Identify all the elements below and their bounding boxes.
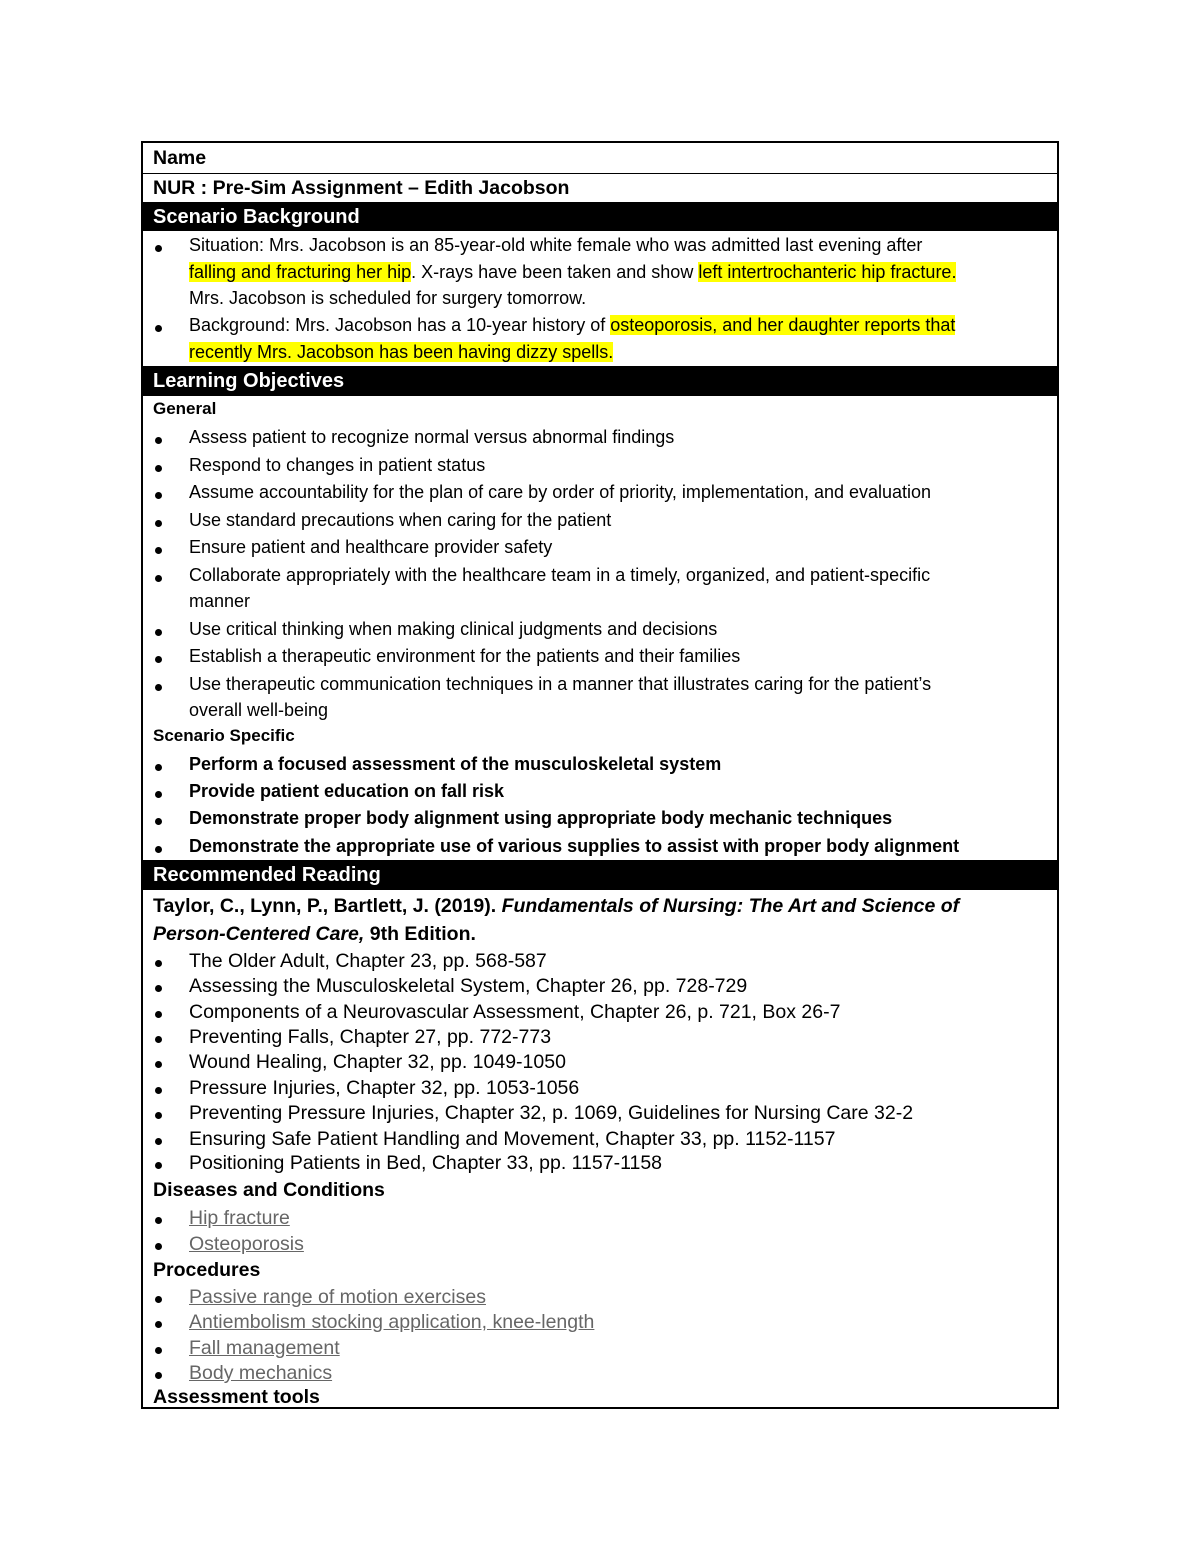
chapter-reference: Assessing the Musculoskeletal System, Chapter 26, pp. 728-729 [189, 975, 748, 997]
situation-line-2-text: . X-rays have been taken and show [411, 262, 699, 282]
recommended-reading-heading: Recommended Reading [153, 864, 381, 886]
title-row [143, 173, 1057, 202]
background-line-2 [189, 342, 613, 363]
bullet-icon [155, 1112, 162, 1119]
scenario-background-header [143, 202, 1057, 231]
name-label: Name [153, 147, 207, 169]
bullet-icon [155, 1372, 162, 1379]
scenario-objective-text: Demonstrate the appropriate use of various supplies to assist with proper body alignment [189, 836, 960, 856]
citation-line-2 [153, 923, 476, 946]
bullet-icon [155, 437, 162, 444]
bullet-icon [155, 492, 162, 499]
bullet-icon [155, 547, 162, 554]
bullet-icon [155, 325, 162, 332]
name-row [143, 143, 1057, 174]
citation-authors: Taylor, C., Lynn, P., Bartlett, J. (2019). [153, 895, 502, 917]
chapter-reference: Pressure Injuries, Chapter 32, pp. 1053-1056 [189, 1077, 580, 1099]
bullet-icon [155, 818, 162, 825]
bullet-icon [155, 1036, 162, 1043]
bullet-icon [155, 985, 162, 992]
scenario-background-heading: Scenario Background [153, 206, 360, 228]
assignment-table [141, 141, 1059, 1409]
chapter-reference: Wound Healing, Chapter 32, pp. 1049-1050 [189, 1051, 566, 1073]
citation-line-1 [153, 895, 959, 918]
assessment-tools-label: Assessment tools [153, 1386, 320, 1408]
background-line-1-text: Background: Mrs. Jacobson has a 10-year history of [189, 315, 611, 335]
bullet-icon [155, 1087, 162, 1094]
scenario-objective-text: Demonstrate proper body alignment using appropriate body mechanic techniques [189, 808, 893, 828]
assignment-title: NUR : Pre-Sim Assignment – Edith Jacobson [153, 177, 570, 199]
general-objective-text-continued: manner [189, 591, 251, 611]
hip-fracture-link[interactable]: Hip fracture [189, 1207, 290, 1229]
general-objective-text: Ensure patient and healthcare provider safety [189, 537, 553, 557]
bullet-icon [155, 575, 162, 582]
general-objective-text: Collaborate appropriately with the healthcare team in a timely, organized, and patient-specific [189, 565, 931, 585]
citation-title: Fundamentals of Nursing: The Art and Science of [501, 895, 960, 917]
body-mechanics-link[interactable]: Body mechanics [189, 1362, 333, 1384]
diseases-label: Diseases and Conditions [153, 1179, 385, 1201]
bullet-icon [155, 1011, 162, 1018]
situation-line-1: Situation: Mrs. Jacobson is an 85-year-old white female who was admitted last evening after [189, 235, 923, 255]
general-objective-text: Use therapeutic communication techniques in a manner that illustrates caring for the patient’s [189, 674, 932, 694]
chapter-reference: Components of a Neurovascular Assessment, Chapter 26, p. 721, Box 26-7 [189, 1001, 841, 1023]
general-objective-text: Use critical thinking when making clinical judgments and decisions [189, 619, 718, 639]
chapter-reference: Positioning Patients in Bed, Chapter 33, pp. 1157-1158 [189, 1152, 663, 1174]
citation-edition: 9th Edition. [364, 923, 476, 945]
bullet-icon [155, 520, 162, 527]
bullet-icon [155, 1321, 162, 1328]
bullet-icon [155, 791, 162, 798]
situation-line-2 [189, 262, 956, 283]
chapter-reference: The Older Adult, Chapter 23, pp. 568-587 [189, 950, 547, 972]
fall-management-link[interactable]: Fall management [189, 1337, 340, 1359]
citation-title-continued: Person-Centered Care, [153, 923, 365, 945]
bullet-icon [155, 1217, 162, 1224]
bullet-icon [155, 684, 162, 691]
scenario-objective-text: Perform a focused assessment of the musculoskeletal system [189, 754, 722, 774]
bullet-icon [155, 629, 162, 636]
general-objective-text: Assess patient to recognize normal versus abnormal findings [189, 427, 675, 447]
general-objective-text: Establish a therapeutic environment for the patients and their families [189, 646, 741, 666]
bullet-icon [155, 1296, 162, 1303]
background-line-1 [189, 315, 955, 336]
bullet-icon [155, 1061, 162, 1068]
scenario-objective-text: Provide patient education on fall risk [189, 781, 505, 801]
bullet-icon [155, 1138, 162, 1145]
antiembolism-stocking-link[interactable]: Antiembolism stocking application, knee-length [189, 1311, 595, 1333]
bullet-icon [155, 960, 162, 967]
bullet-icon [155, 465, 162, 472]
highlight-hip-fracture: falling and fracturing her hip [189, 262, 412, 282]
highlight-intertrochanteric: left intertrochanteric hip fracture. [698, 262, 957, 282]
chapter-reference: Preventing Falls, Chapter 27, pp. 772-773 [189, 1026, 552, 1048]
general-objective-text: Respond to changes in patient status [189, 455, 486, 475]
procedures-label: Procedures [153, 1259, 261, 1281]
osteoporosis-link[interactable]: Osteoporosis [189, 1233, 304, 1255]
general-objective-text: Assume accountability for the plan of care by order of priority, implementation, and evaluation [189, 482, 932, 502]
bullet-icon [155, 245, 162, 252]
bullet-icon [155, 1243, 162, 1250]
general-label: General [153, 399, 217, 418]
scenario-specific-label: Scenario Specific [153, 726, 295, 745]
chapter-reference: Ensuring Safe Patient Handling and Movement, Chapter 33, pp. 1152-1157 [189, 1128, 836, 1150]
situation-line-3: Mrs. Jacobson is scheduled for surgery tomorrow. [189, 288, 587, 308]
highlight-osteoporosis: osteoporosis, and her daughter reports that [610, 315, 956, 335]
learning-objectives-header [143, 366, 1057, 396]
bullet-icon [155, 846, 162, 853]
recommended-reading-header [143, 860, 1057, 890]
bullet-icon [155, 1162, 162, 1169]
highlight-dizzy-spells: recently Mrs. Jacobson has been having dizzy spells. [189, 342, 614, 362]
general-objective-text-continued: overall well-being [189, 700, 329, 720]
bullet-icon [155, 1347, 162, 1354]
passive-rom-link[interactable]: Passive range of motion exercises [189, 1286, 486, 1308]
bullet-icon [155, 656, 162, 663]
bullet-icon [155, 764, 162, 771]
learning-objectives-heading: Learning Objectives [153, 370, 345, 392]
general-objective-text: Use standard precautions when caring for the patient [189, 510, 612, 530]
chapter-reference: Preventing Pressure Injuries, Chapter 32, p. 1069, Guidelines for Nursing Care 32-2 [189, 1102, 914, 1124]
